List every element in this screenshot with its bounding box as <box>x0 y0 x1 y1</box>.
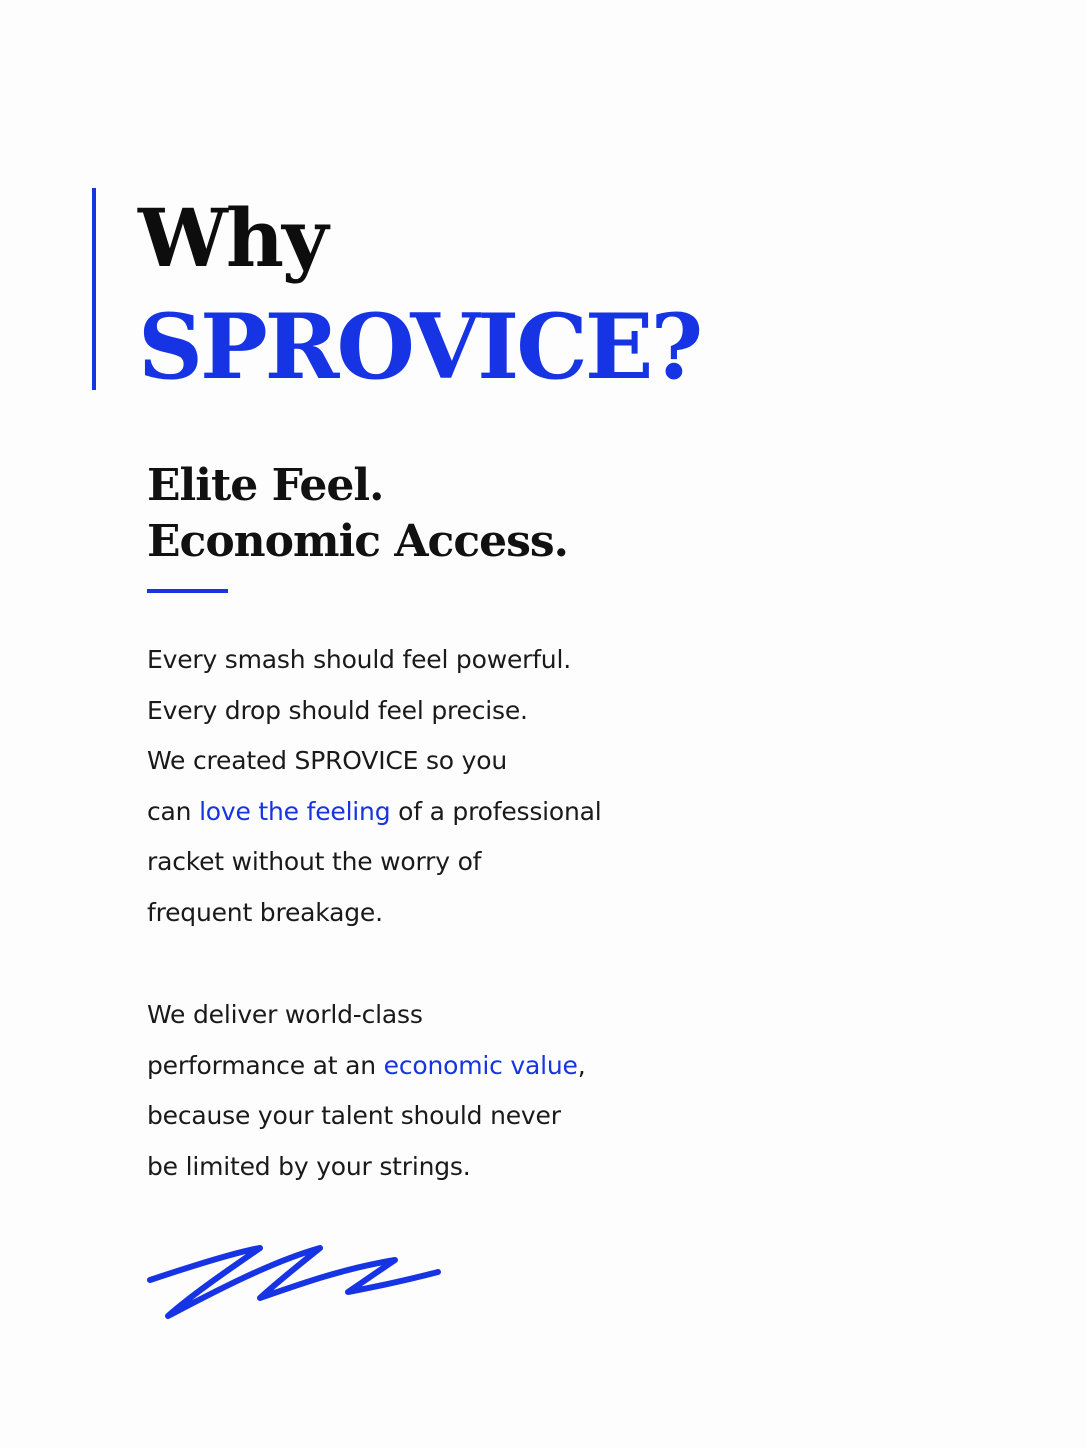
paragraph-1 <box>147 635 687 939</box>
accent-bar <box>92 188 96 390</box>
paragraph-1-line-4-start: can <box>147 796 200 826</box>
paragraph-1-line-5: racket without the worry of <box>147 847 482 877</box>
tagline-line-2: Economic Access. <box>147 516 568 567</box>
paragraph-2 <box>147 990 687 1192</box>
tagline <box>147 458 568 570</box>
paragraph-1-line-4 <box>147 787 687 838</box>
paragraph-1-line-3: We created SPROVICE so you <box>147 746 507 776</box>
page-title-why: Why <box>138 191 327 285</box>
section-divider <box>147 589 228 593</box>
paragraph-2-line-2-start: performance at an <box>147 1050 384 1080</box>
paragraph-2-line-1: We deliver world-class <box>147 1000 423 1029</box>
paragraph-1-line-4-end: of a professional <box>390 796 602 826</box>
paragraph-1-line-2: Every drop should feel precise. <box>147 695 528 725</box>
paragraph-1-line-1: Every smash should feel powerful. <box>147 645 571 674</box>
highlight-economic-value: economic value <box>383 1050 578 1080</box>
tagline-line-1: Elite Feel. <box>147 460 384 511</box>
highlight-love-the-feeling: love the feeling <box>199 796 391 826</box>
paragraph-1-line-6: frequent breakage. <box>147 897 383 927</box>
paragraph-2-line-2 <box>147 1041 687 1092</box>
page-title-brand: SPROVICE? <box>138 294 701 400</box>
paragraph-2-line-3: because your talent should never <box>147 1101 561 1131</box>
paragraph-2-line-4: be limited by your strings. <box>147 1151 471 1181</box>
squiggle-icon <box>140 1232 450 1332</box>
paragraph-2-line-2-end: , <box>577 1050 586 1080</box>
